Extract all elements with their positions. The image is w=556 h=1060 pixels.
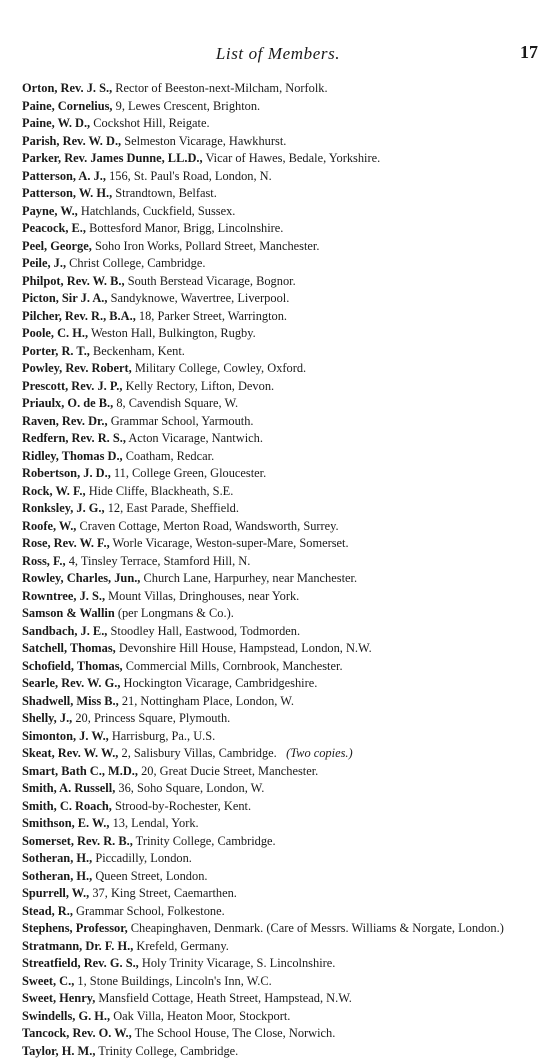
member-entry [22, 150, 547, 168]
member-name: Peacock, E., [22, 221, 86, 235]
member-name: Peel, George, [22, 239, 92, 253]
member-entry [22, 798, 547, 816]
member-entry [22, 378, 547, 396]
member-name: Searle, Rev. W. G., [22, 676, 120, 690]
member-entry [22, 745, 547, 763]
member-list [22, 80, 547, 1060]
member-name: Paine, W. D., [22, 116, 90, 130]
member-name: Paine, Cornelius, [22, 99, 113, 113]
member-name: Porter, R. T., [22, 344, 90, 358]
member-entry [22, 220, 547, 238]
page-header [0, 44, 556, 66]
member-name: Ross, F., [22, 554, 66, 568]
member-name: Shelly, J., [22, 711, 72, 725]
member-name: Tancock, Rev. O. W., [22, 1026, 132, 1040]
page-number: 17 [520, 42, 538, 63]
member-entry [22, 325, 547, 343]
member-name: Samson & Wallin [22, 606, 115, 620]
member-entry [22, 518, 547, 536]
member-address: 1, Stone Buildings, Lincoln's Inn, W.C. [74, 974, 271, 988]
member-entry [22, 728, 547, 746]
member-entry [22, 483, 547, 501]
member-address: Mansfield Cottage, Heath Street, Hampstead, N.W. [95, 991, 352, 1005]
member-name: Poole, C. H., [22, 326, 88, 340]
member-entry [22, 868, 547, 886]
member-address: 20, Princess Square, Plymouth. [72, 711, 230, 725]
member-address: 13, Lendal, York. [109, 816, 198, 830]
member-entry [22, 115, 547, 133]
member-entry [22, 623, 547, 641]
member-entry [22, 920, 547, 938]
member-entry [22, 1025, 547, 1043]
member-address: Church Lane, Harpurhey, near Manchester. [140, 571, 357, 585]
member-address: The School House, The Close, Norwich. [132, 1026, 336, 1040]
member-address: Beckenham, Kent. [90, 344, 185, 358]
member-entry [22, 500, 547, 518]
member-name: Parish, Rev. W. D., [22, 134, 121, 148]
member-entry [22, 203, 547, 221]
member-entry [22, 360, 547, 378]
member-entry [22, 710, 547, 728]
member-entry [22, 133, 547, 151]
member-entry [22, 693, 547, 711]
member-address: Military College, Cowley, Oxford. [132, 361, 306, 375]
member-address: 4, Tinsley Terrace, Stamford Hill, N. [66, 554, 251, 568]
member-entry [22, 430, 547, 448]
member-name: Stead, R., [22, 904, 73, 918]
member-entry [22, 903, 547, 921]
member-address: Strood-by-Rochester, Kent. [112, 799, 251, 813]
member-name: Sandbach, J. E., [22, 624, 107, 638]
member-name: Robertson, J. D., [22, 466, 111, 480]
member-address: Harrisburg, Pa., U.S. [109, 729, 215, 743]
member-address: Krefeld, Germany. [133, 939, 229, 953]
member-name: Rock, W. F., [22, 484, 86, 498]
member-name: Philpot, Rev. W. B., [22, 274, 125, 288]
member-name: Skeat, Rev. W. W., [22, 746, 118, 760]
member-name: Ronksley, J. G., [22, 501, 105, 515]
member-name: Shadwell, Miss B., [22, 694, 119, 708]
member-entry [22, 833, 547, 851]
member-name: Sweet, Henry, [22, 991, 95, 1005]
member-address: Weston Hall, Bulkington, Rugby. [88, 326, 256, 340]
member-address: 20, Great Ducie Street, Manchester. [138, 764, 318, 778]
member-name: Priaulx, O. de B., [22, 396, 113, 410]
member-address: Craven Cottage, Merton Road, Wandsworth, Surrey. [76, 519, 338, 533]
member-entry [22, 850, 547, 868]
member-entry [22, 640, 547, 658]
member-address: Queen Street, London. [92, 869, 207, 883]
member-name: Spurrell, W., [22, 886, 89, 900]
member-name: Schofield, Thomas, [22, 659, 123, 673]
member-name: Rowley, Charles, Jun., [22, 571, 140, 585]
member-entry [22, 885, 547, 903]
member-name: Rose, Rev. W. F., [22, 536, 110, 550]
member-note: (Two copies.) [286, 746, 353, 760]
member-name: Orton, Rev. J. S., [22, 81, 112, 95]
member-address: 11, College Green, Gloucester. [111, 466, 266, 480]
member-name: Peile, J., [22, 256, 66, 270]
member-name: Powley, Rev. Robert, [22, 361, 132, 375]
member-address: Strandtown, Belfast. [112, 186, 217, 200]
member-name: Pilcher, Rev. R., B.A., [22, 309, 136, 323]
member-entry [22, 938, 547, 956]
member-address: Holy Trinity Vicarage, S. Lincolnshire. [139, 956, 336, 970]
member-entry [22, 1008, 547, 1026]
member-name: Picton, Sir J. A., [22, 291, 107, 305]
member-entry [22, 448, 547, 466]
member-entry [22, 763, 547, 781]
member-address: 8, Cavendish Square, W. [113, 396, 238, 410]
member-name: Streatfield, Rev. G. S., [22, 956, 139, 970]
member-name: Roofe, W., [22, 519, 76, 533]
member-name: Swindells, G. H., [22, 1009, 110, 1023]
member-entry [22, 815, 547, 833]
member-name: Parker, Rev. James Dunne, LL.D., [22, 151, 203, 165]
member-name: Patterson, W. H., [22, 186, 112, 200]
member-name: Smith, C. Roach, [22, 799, 112, 813]
member-entry [22, 465, 547, 483]
member-address: 2, Salisbury Villas, Cambridge. [118, 746, 276, 760]
member-address: Commercial Mills, Cornbrook, Manchester. [123, 659, 343, 673]
member-entry [22, 605, 547, 623]
member-name: Somerset, Rev. R. B., [22, 834, 133, 848]
member-name: Simonton, J. W., [22, 729, 109, 743]
running-title: List of Members. [0, 44, 556, 64]
member-address: Cockshot Hill, Reigate. [90, 116, 209, 130]
member-name: Stratmann, Dr. F. H., [22, 939, 133, 953]
member-entry [22, 675, 547, 693]
member-address: Sandyknowe, Wavertree, Liverpool. [107, 291, 289, 305]
member-entry [22, 185, 547, 203]
member-name: Smith, A. Russell, [22, 781, 115, 795]
member-entry [22, 98, 547, 116]
member-entry [22, 990, 547, 1008]
member-name: Ridley, Thomas D., [22, 449, 123, 463]
member-name: Sotheran, H., [22, 851, 92, 865]
member-address: South Berstead Vicarage, Bognor. [125, 274, 296, 288]
member-address: Stoodley Hall, Eastwood, Todmorden. [107, 624, 300, 638]
member-name: Patterson, A. J., [22, 169, 106, 183]
member-entry [22, 780, 547, 798]
member-address: Devonshire Hill House, Hampstead, London, N.W. [116, 641, 372, 655]
member-entry [22, 535, 547, 553]
member-entry [22, 238, 547, 256]
member-address: Coatham, Redcar. [123, 449, 215, 463]
member-entry [22, 955, 547, 973]
member-address: Bottesford Manor, Brigg, Lincolnshire. [86, 221, 283, 235]
member-address: Trinity College, Cambridge. [133, 834, 276, 848]
member-name: Smart, Bath C., M.D., [22, 764, 138, 778]
member-address: Acton Vicarage, Nantwich. [126, 431, 263, 445]
member-name: Sotheran, H., [22, 869, 92, 883]
member-entry [22, 308, 547, 326]
member-address: 12, East Parade, Sheffield. [105, 501, 239, 515]
member-entry [22, 255, 547, 273]
member-address: (per Longmans & Co.). [115, 606, 234, 620]
member-address: Piccadilly, London. [92, 851, 192, 865]
member-entry [22, 973, 547, 991]
member-name: Raven, Rev. Dr., [22, 414, 108, 428]
member-name: Stephens, Professor, [22, 921, 128, 935]
member-name: Smithson, E. W., [22, 816, 109, 830]
member-name: Sweet, C., [22, 974, 74, 988]
member-address: 18, Parker Street, Warrington. [136, 309, 287, 323]
member-address: Hide Cliffe, Blackheath, S.E. [86, 484, 234, 498]
member-address: Worle Vicarage, Weston-super-Mare, Somerset. [110, 536, 349, 550]
member-address: Kelly Rectory, Lifton, Devon. [122, 379, 274, 393]
member-entry [22, 290, 547, 308]
member-address: 36, Soho Square, London, W. [115, 781, 264, 795]
member-name: Payne, W., [22, 204, 78, 218]
member-entry [22, 570, 547, 588]
member-address: Trinity College, Cambridge. [95, 1044, 238, 1058]
member-entry [22, 413, 547, 431]
member-entry [22, 1043, 547, 1060]
member-entry [22, 588, 547, 606]
member-address: Selmeston Vicarage, Hawkhurst. [121, 134, 286, 148]
member-address: Rector of Beeston-next-Milcham, Norfolk. [112, 81, 327, 95]
member-entry [22, 343, 547, 361]
member-address: Hockington Vicarage, Cambridgeshire. [120, 676, 317, 690]
member-entry [22, 658, 547, 676]
member-address: Mount Villas, Dringhouses, near York. [105, 589, 299, 603]
member-address: 37, King Street, Caemarthen. [89, 886, 237, 900]
member-address: Cheapinghaven, Denmark. (Care of Messrs. Williams & Norgate, London.) [128, 921, 504, 935]
member-name: Taylor, H. M., [22, 1044, 95, 1058]
member-entry [22, 168, 547, 186]
member-name: Rowntree, J. S., [22, 589, 105, 603]
member-address: Grammar School, Yarmouth. [108, 414, 254, 428]
member-name: Redfern, Rev. R. S., [22, 431, 126, 445]
member-address: Oak Villa, Heaton Moor, Stockport. [110, 1009, 290, 1023]
member-address: 21, Nottingham Place, London, W. [119, 694, 294, 708]
member-name: Prescott, Rev. J. P., [22, 379, 122, 393]
member-address: Christ College, Cambridge. [66, 256, 205, 270]
member-entry [22, 553, 547, 571]
member-address: Hatchlands, Cuckfield, Sussex. [78, 204, 236, 218]
member-address: Vicar of Hawes, Bedale, Yorkshire. [203, 151, 381, 165]
member-address: 156, St. Paul's Road, London, N. [106, 169, 272, 183]
member-address: 9, Lewes Crescent, Brighton. [113, 99, 261, 113]
member-entry [22, 395, 547, 413]
member-name: Satchell, Thomas, [22, 641, 116, 655]
member-address: Grammar School, Folkestone. [73, 904, 225, 918]
member-entry [22, 273, 547, 291]
member-entry [22, 80, 547, 98]
member-address: Soho Iron Works, Pollard Street, Manchester. [92, 239, 320, 253]
